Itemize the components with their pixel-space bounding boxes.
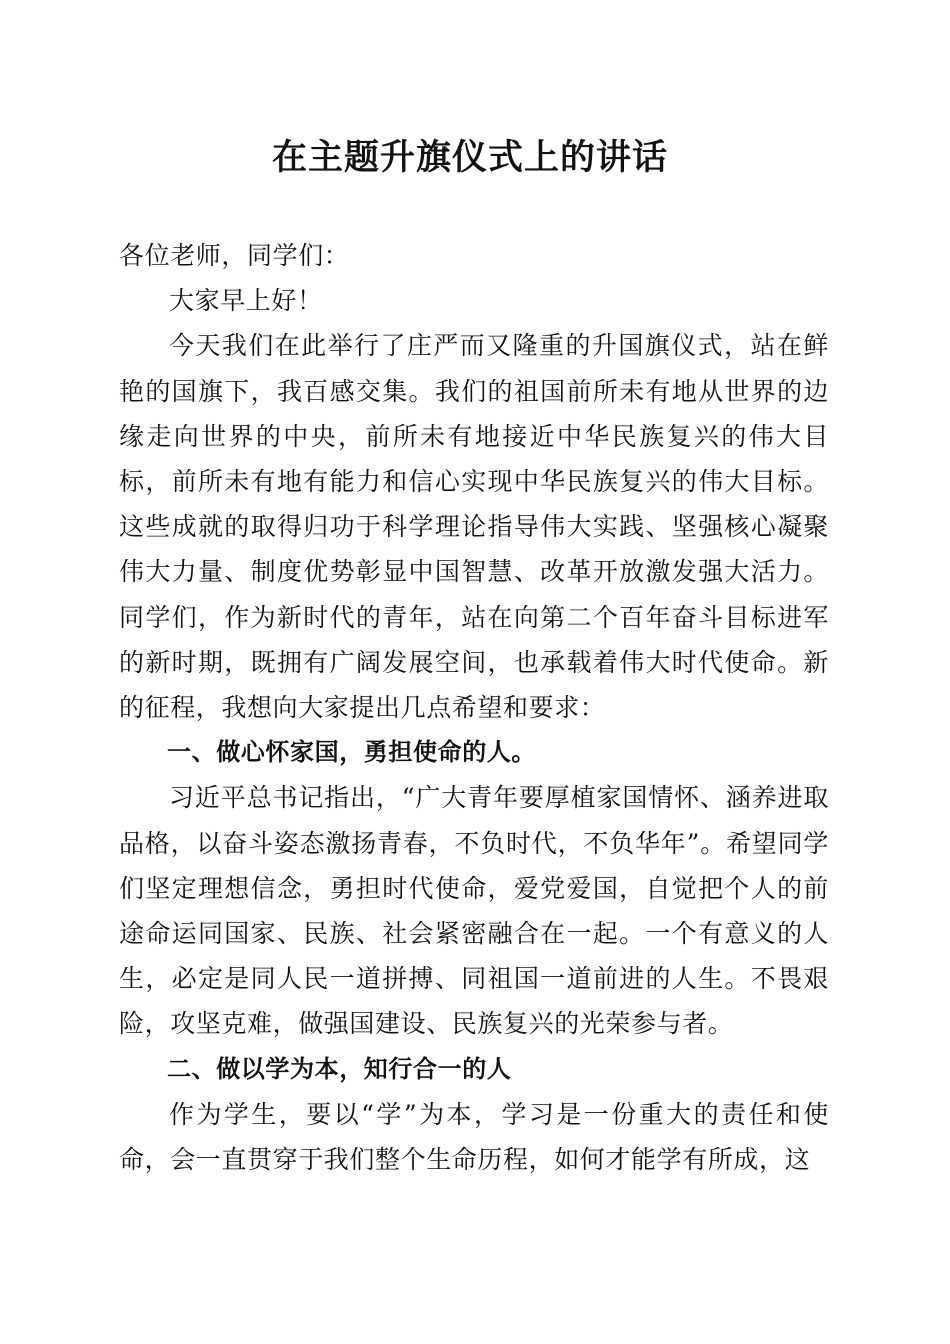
greeting: 大家早上好！	[169, 286, 323, 316]
section-heading-1: 一、做心怀家国，勇担使命的人。	[167, 738, 536, 767]
salutation: 各位老师，同学们：	[119, 241, 350, 270]
document-title: 在主题升旗仪式上的讲话	[271, 137, 668, 178]
paragraph-section-1: 习近平总书记指出，“广大青年要厚植家国情怀、涵养进取品格，以奋斗姿态激扬青春，不负时代，不负华年”。希望同学们坚定理想信念，勇担时代使命，爱党爱国，自觉把个人的前途命运同国家、民族、社会紧密融合在一起。一个有意义的人生，必定是同人民一道拼搏、同祖国一道前进的人生。不畏艰险，攻坚克难，做强国建设、民族复兴的光荣参与者。	[119, 783, 829, 1039]
section-heading-2: 二、做以学为本，知行合一的人	[167, 1054, 512, 1083]
paragraph-section-2: 作为学生，要以“学”为本，学习是一份重大的责任和使命，会一直贯穿于我们整个生命历程，如何才能学有所成，这	[119, 1099, 829, 1175]
paragraph-intro: 今天我们在此举行了庄严而又隆重的升国旗仪式，站在鲜艳的国旗下，我百感交集。我们的祖国前所未有地从世界的边缘走向世界的中央，前所未有地接近中华民族复兴的伟大目标，前所未有地有能力和信心实现中华民族复兴的伟大目标。这些成就的取得归功于科学理论指导伟大实践、坚强核心凝聚伟大力量、制度优势彰显中国智慧、改革开放激发强大活力。同学们，作为新时代的青年，站在向第二个百年奋斗目标进军的新时期，既拥有广阔发展空间，也承载着伟大时代使命。新的征程，我想向大家提出几点希望和要求：	[119, 331, 829, 723]
document-body	[119, 233, 829, 1182]
